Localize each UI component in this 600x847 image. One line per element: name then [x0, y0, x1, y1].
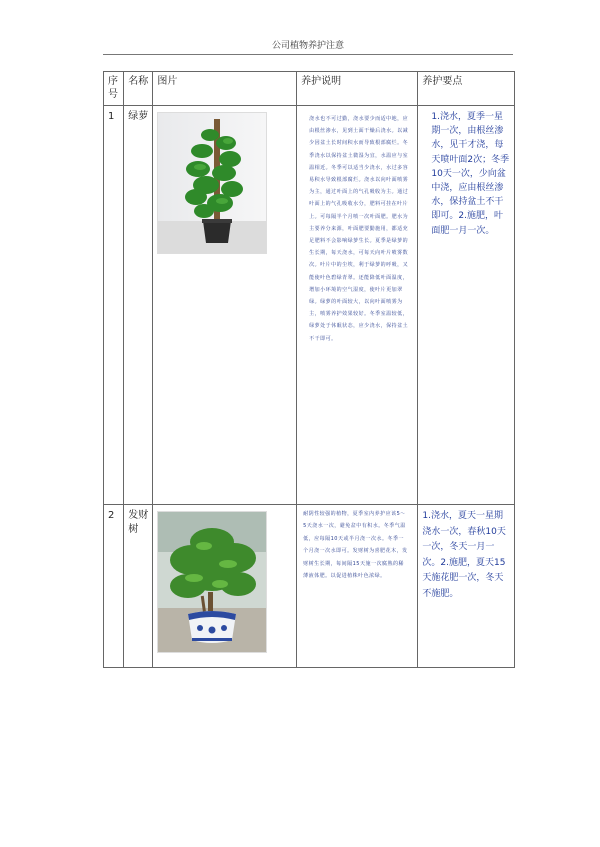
table-row — [104, 106, 515, 505]
plant-image-cell — [153, 106, 297, 505]
plant-photo-green-ivy — [157, 112, 267, 254]
header-name: 名称 — [124, 72, 153, 106]
header-care-description: 养护说明 — [297, 72, 418, 106]
row-number: 2 — [104, 505, 124, 668]
plant-care-table — [103, 71, 515, 668]
care-description: 耐阴性较强的植物，夏季室内养护应该5～5天浇水一次，避免盆中有积水。冬季气温低，应每隔10天或半月浇一次水。冬季一个月浇一次水即可。发财树为喜肥花木，发财树生长期，每间隔15天施一次腐熟的稀薄液体肥。以促进植株叶色浓绿。 — [297, 505, 418, 668]
page-header-title: 公司植物养护注意 — [271, 41, 344, 51]
plant-photo-money-tree — [157, 511, 267, 653]
plant-name: 发财树 — [124, 505, 153, 668]
table-header-row — [104, 72, 515, 106]
row-number: 1 — [104, 106, 124, 505]
header-image: 图片 — [153, 72, 297, 106]
header-care-key-points: 养护要点 — [418, 72, 515, 106]
header-number: 序号 — [104, 72, 124, 106]
plant-image-cell — [153, 505, 297, 668]
table-row — [104, 505, 515, 668]
header-rule — [103, 54, 513, 55]
care-description: 浇水也不可过勤，浇水要少而适中地，应由根丝渗水，见到土面干燥后浇水。以减少因盆土长时间积水而导致根部腐烂。冬季浇水以保持盆土微湿为宜，水温应与室温相近。冬季可以适当少浇水，水过多容易积水导致根部腐烂。浇水以向叶面喷雾为主，通过叶面上的气孔吸收为主。通过叶面上的气孔吸收水分，肥料可挂在叶片上。可每隔半个月喷一次叶面肥。肥水为主要养分来源，叶面肥要勤施用，都适充足肥料不会影响绿萝生长。夏季是绿萝的生长期，每天浇水，可每天向叶片喷雾数次。叶片中的尘埃，利于绿萝的呼吸，又能使叶色碧绿青翠。还能降低叶面温度，增加小环境的空气湿度，使叶片更加翠绿。绿萝的叶面较大，以向叶面喷雾为主，喷雾养护效果较好。冬季室温较低，绿萝处于休眠状态，应少浇水，保持盆土不干即可。 — [297, 106, 418, 505]
plant-name: 绿萝 — [124, 106, 153, 505]
care-key-points: 1.浇水，夏天一星期浇水一次，春秋10天一次，冬天一月一次。2.施肥，夏天15天施花肥一次，冬天不施肥。 — [418, 505, 515, 668]
care-key-points: 1.浇水，夏季一星期一次，由根丝渗水，见干才浇，每天喷叶面2次；冬季10天一次，少向盆中浇，应由根丝渗水，保持盆土不干即可。2.施肥，叶面肥一月一次。 — [418, 106, 515, 505]
